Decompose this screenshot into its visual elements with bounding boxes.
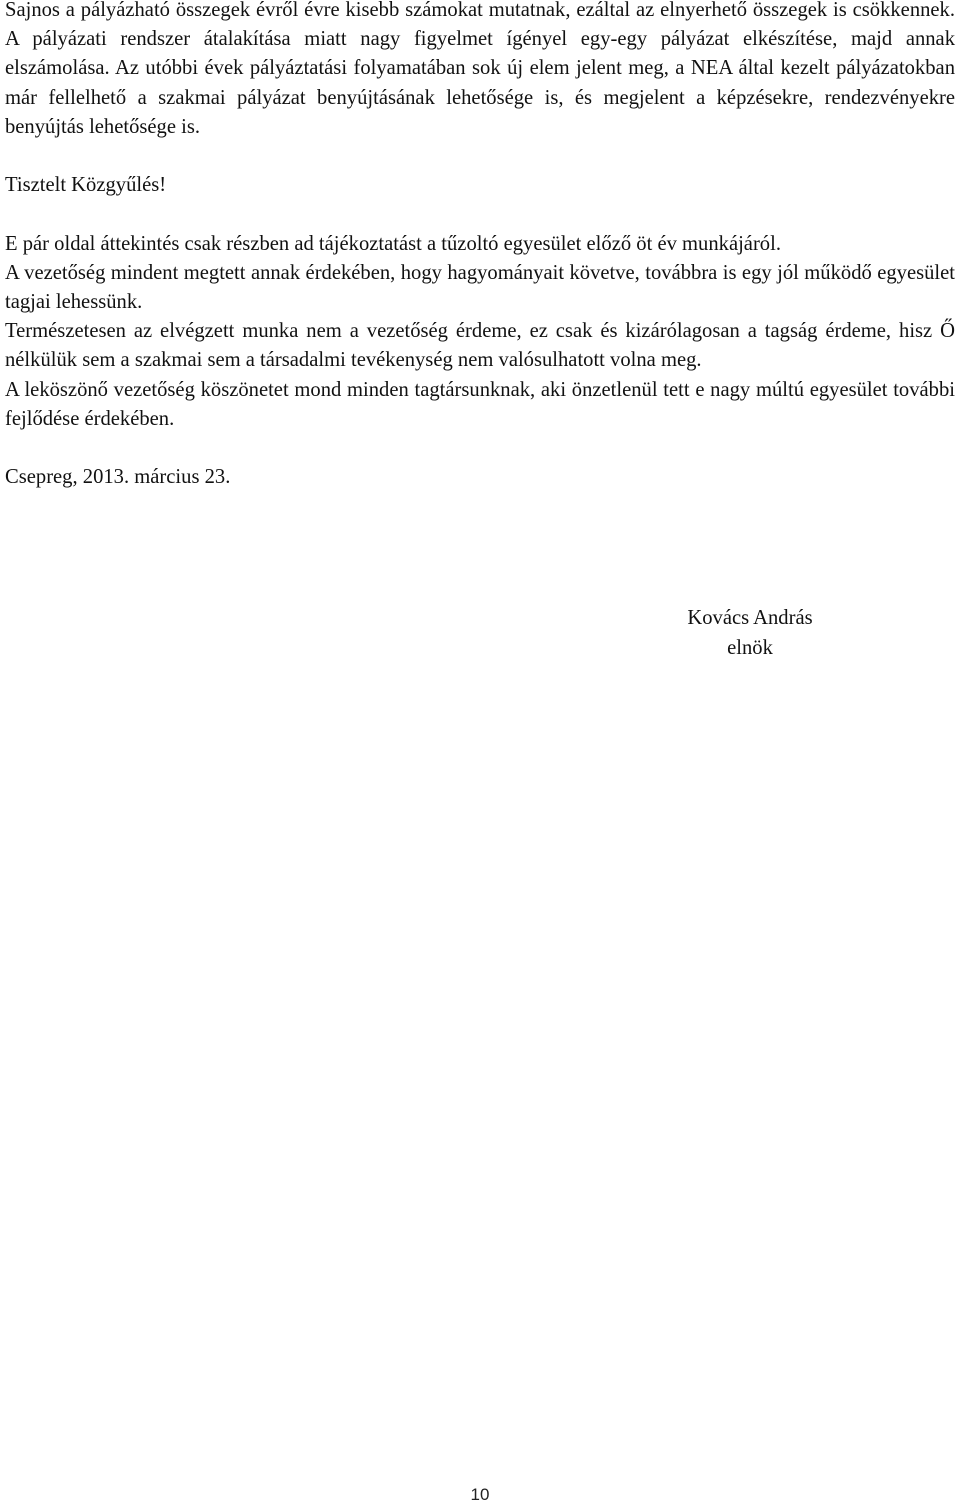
signature-name: Kovács András <box>687 607 813 629</box>
merit-paragraph: Természetesen az elvégzett munka nem a vezetőség érdeme, ez csak és kizárólagosan a tagság érdeme, hisz Ő nélkülük sem a szakmai sem a társadalmi tevékenység nem valósulhatott volna meg. <box>5 320 955 372</box>
intro-paragraph: Sajnos a pályázható összegek évről évre kisebb számokat mutatnak, ezáltal az elnyerhető összegek is csökkennek. A pályázati rendszer átalakítása miatt nagy figyelmet ígényel egy-egy pályázat elkészítése, majd annak elszámolása. Az utóbbi évek pályáztatási folyamatában sok új elem jelent meg, a NEA által kezelt pályázatokban már fellelhető a szakmai pályázat benyújtásának lehetősége is, és megjelent a képzésekre, rendezvényekre benyújtás lehetősége is. <box>5 0 955 138</box>
paragraph-spacer <box>5 200 955 229</box>
salutation: Tisztelt Közgyűlés! <box>5 174 167 197</box>
signature-title: elnök <box>727 637 773 659</box>
page-number: 10 <box>470 1485 490 1504</box>
document-body <box>5 0 955 492</box>
place-date: Csepreg, 2013. március 23. <box>5 466 231 489</box>
paragraph-spacer <box>5 142 955 171</box>
thanks-paragraph: A leköszönő vezetőség köszönetet mond minden tagtársunknak, aki önzetlenül tett e nagy múltú egyesület további fejlődése érdekében. <box>5 378 955 430</box>
overview-paragraph: E pár oldal áttekintés csak részben ad tájékoztatást a tűzoltó egyesület előző öt év munkájáról. <box>5 232 781 255</box>
signature-block <box>650 603 850 663</box>
paragraph-spacer <box>5 434 955 463</box>
leadership-paragraph: A vezetőség mindent megtett annak érdekében, hogy hagyományait követve, továbbra is egy jól működő egyesület tagjai lehessünk. <box>5 261 955 313</box>
